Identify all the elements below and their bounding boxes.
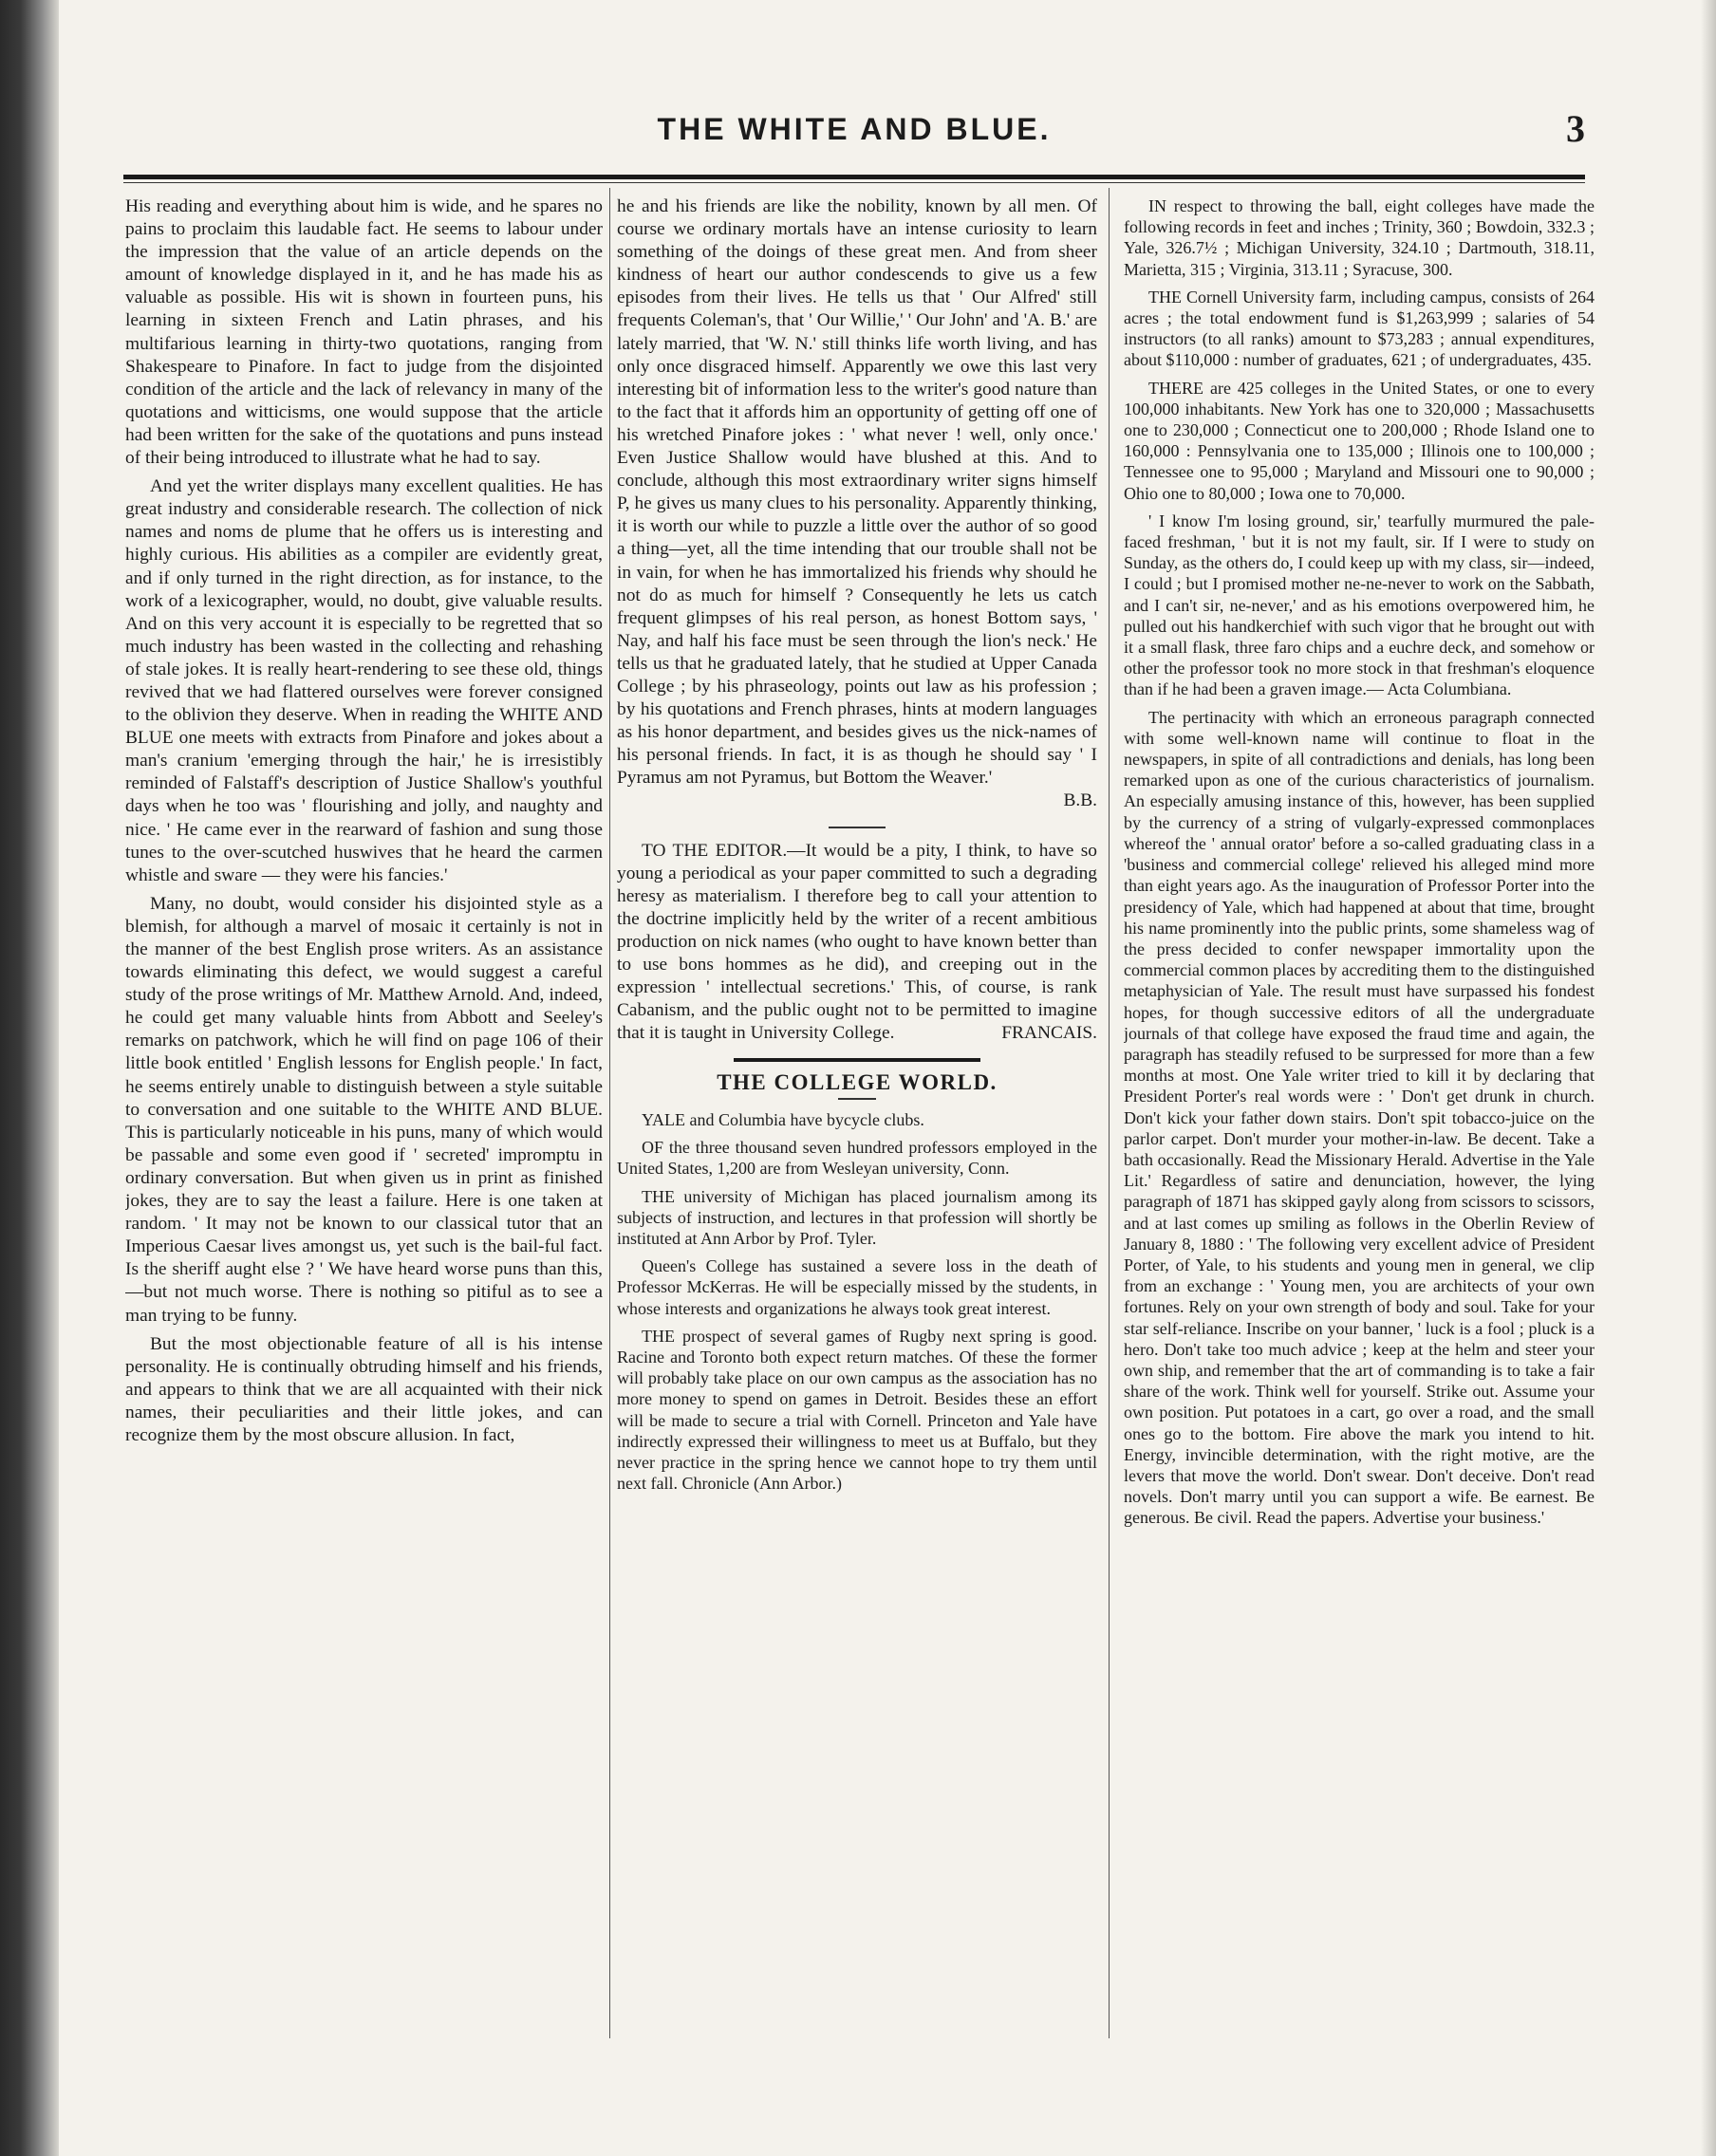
letter-opening: TO THE EDITOR. — [642, 840, 788, 861]
news-item: THE prospect of several games of Rugby next spring is good. Racine and Toronto both expect return matches. Of these the former will probably take place on our own campus as the association has no more money to spend on games in Detroit. Besides these an effort will be made to secure a trial with Cornell. Princeton and Yale have indirectly expressed their willingness to meet us at Buffalo, but they never practice in the spring hence we cannot hope to try them until next fall. Chronicle (Ann Arbor.) — [617, 1326, 1097, 1494]
column-1 — [125, 195, 603, 2027]
header-rule-thin — [123, 182, 1585, 183]
column-divider-2 — [1109, 188, 1110, 2038]
letter-body: —It would be a pity, I think, to have so young a periodical as your paper committed to such a degrading heresy as materialism. I therefore beg to call your attention to the doctrine implicitly held by the writer of a recent ambitious production on nick names (who ought to have known better than to use bons hommes as he did), and creeping out in the expression ' intellectual secretions.' This, of course, is rank Cabanism, and the public ought not to be permitted to imagine that it is taught in University College. — [617, 840, 1097, 1044]
paragraph: But the most objectionable feature of all is his intense personality. He is continually obtruding himself and his friends, and appears to think that we are all acquainted with their nick names, their peculiarities and their little jokes, and can recognize them by the most obscure allusion. In fact, — [125, 1333, 603, 1445]
header-rule-thick — [123, 175, 1585, 179]
scan-binding-edge — [0, 0, 59, 2156]
news-item: THERE are 425 colleges in the United States, or one to every 100,000 inhabitants. New York has one to 320,000 ; Massachusetts one to 230,000 ; Connecticut one to 200,000 ; Rhode Island one to 160,000 : Pennsylvania one to 135,000 ; Illinois one to 100,000 ; Tennessee one to 95,000 ; Maryland and Missouri one to 90,000 ; Ohio one to 80,000 ; Iowa one to 70,000. — [1124, 378, 1595, 503]
column-divider-1 — [609, 188, 610, 2038]
paragraph: he and his friends are like the nobility, known by all men. Of course we ordinary mortals have an intense curiosity to learn something of the doings of these great men. And from sheer kindness of heart our author condescends to give us a few episodes from their lives. He tells us that ' Our Alfred' still frequents Coleman's, that ' Our Willie,' ' Our John' and 'A. B.' are lately married, that 'W. N.' still thinks life worth living, and has only once disgraced himself. Apparently we owe this last very interesting bit of information less to the writer's good nature than to the fact that it affords him an opportunity of getting off one of his wretched Pinafore jokes : ' what never ! well, only once.' Even Justice Shallow would have blushed at this. And to conclude, although this most extraordinary writer signs himself P, he gives us many clues to his personality. Apparently thinking, it is worth our while to puzzle a little over the author of so good a thing—yet, all the time intending that our trouble shall not be in vain, for when he has immortalized his friends why should he not do as much for himself ? Consequently he lets us catch frequent glimpses of his real person, as honest Bottom says, ' Nay, and half his face must be seen through the lion's neck.' He tells us that he graduated lately, that he studied at Upper Canada College ; by his phraseology, points out law as his profession ; by his quotations and French phrases, hints at modern languages as his honor department, and besides gives us the nick-names of his personal friends. In fact, it is as though he should say ' I Pyramus am not Pyramus, but Bottom the Weaver.' — [617, 196, 1097, 789]
page-number: 3 — [1566, 107, 1585, 150]
page-header — [123, 107, 1585, 159]
news-item: Queen's College has sustained a severe loss in the death of Professor McKerras. He will be especially missed by the students, in whose interests and organizations he always took great interest. — [617, 1256, 1097, 1318]
paragraph: And yet the writer displays many excellent qualities. He has great industry and considerable research. The collection of nick names and noms de plume that he offers us is interesting and highly curious. His abilities as a compiler are evidently great, and if only turned in the right direction, as for instance, to the work of a lexicographer, would, no doubt, give valuable results. And on this very account it is especially to be regretted that so much industry has been wasted in the collecting and rehashing of stale jokes. It is really heart-rendering to see these old, things revived that we had flattered ourselves were forever consigned to the oblivion they deserve. When in reading the WHITE AND BLUE one meets with extracts from Pinafore and jokes about a man's cranium 'emerging through the hair,' he is irresistibly reminded of Falstaff's description of Justice Shallow's youthful days when he too was ' flourishing and jolly, and naughty and nice. ' He came ever in the rearward of fashion and sung those tunes to the over-scutched huswives that he heard the carmen whistle and sware — they were his fancies.' — [125, 476, 603, 885]
title-underline — [838, 1098, 876, 1100]
masthead-title: THE WHITE AND BLUE. — [657, 112, 1052, 146]
section-rule — [734, 1058, 980, 1062]
signature-bb: B.B. — [1063, 790, 1097, 811]
news-item: THE university of Michigan has placed journalism among its subjects of instruction, and lectures in that profession will shortly be instituted at Ann Arbor by Prof. Tyler. — [617, 1186, 1097, 1248]
column-2 — [617, 195, 1097, 2027]
section-title: THE COLLEGE WORLD. — [717, 1070, 998, 1095]
paragraph: Many, no doubt, would consider his disjointed style as a blemish, for although a marvel of mosaic it certainly is not in the manner of the best English prose writers. As an assistance towards eliminating this defect, we would suggest a careful study of the prose writings of Mr. Matthew Arnold. And, indeed, he could get many valuable hints from Abbott and Seeley's remarks on patchwork, which he will find on page 106 of their little book entitled ' English lessons for English people.' In fact, he seems entirely unable to distinguish between a style suitable to conversation and one suitable to the WHITE AND BLUE. This is particularly noticeable in his puns, many of which would be passable and some even good if ' secreted' impromptu in ordinary conversation. But when given us in print as finished jokes, they are to say the least a failure. Here is one taken at random. ' It may not be known to our classical tutor that an Imperious Caesar lives amongst us, yet such is the bail-ful fact. Is the sheriff aught else ? ' We have heard worse puns than this,—but not much worse. There is nothing so pitiful as to see a man trying to be funny. — [125, 893, 603, 1326]
letter-to-editor — [617, 840, 1097, 1046]
paragraph: His reading and everything about him is wide, and he spares no pains to proclaim this laudable fact. He seems to labour under the impression that the value of an article depends on the amount of knowledge displayed in it, and he has made his as valuable as possible. His wit is shown in fourteen puns, his learning in sixteen French and Latin phrases, and his multifarious learning in thirty-two quotations, ranging from Shakespeare to Pinafore. In fact to judge from the disjointed condition of the article and the lack of relevancy in many of the quotations and witticisms, one would suppose that the article had been written for the sake of the quotations and puns instead of their being introduced to illustrate what he had to say. — [125, 196, 603, 469]
news-item: YALE and Columbia have bycycle clubs. — [642, 1109, 924, 1129]
scan-page-edge — [1701, 0, 1716, 2156]
news-list — [617, 1109, 1097, 1494]
news-item: OF the three thousand seven hundred professors employed in the United States, 1,200 are from Wesleyan university, Conn. — [617, 1138, 1097, 1179]
signature-francais: FRANCAIS. — [1001, 1023, 1097, 1044]
news-item: The pertinacity with which an erroneous paragraph connected with some well-known name will continue to float in the newspapers, in spite of all contradictions and denials, has long been remarked upon as one of the curious characteristics of journalism. An especially amusing instance of this, however, has been supplied by the currency of a string of vulgarly-expressed commonplaces whereof the ' annual orator' before a so-called graduating class in a 'business and commercial college' relieved his alleged mind more than eight years ago. As the inauguration of Professor Porter into the presidency of Yale, which had happened at about that time, brought his name prominently into the public prints, some shameless wag of the press decided to confer newspaper immortality upon the commercial common places by accrediting them to the distinguished metaphysician of Yale. The result must have surpassed his fondest hopes, for though successive editors of all the undergraduate journals of that college have exposed the fraud time and again, the paragraph has steadily refused to be surpressed for more than a few months at most. One Yale writer tried to kill it by declaring that President Porter's real words were : ' Don't get drunk in church. Don't kick your father down stairs. Don't spit tobacco-juice on the parlor carpet. Don't murder your mother-in-law. Be decent. Take a bath occasionally. Read the Missionary Herald. Advertise in the Yale Lit.' Regardless of satire and denunciation, however, the lying paragraph of 1871 has skipped gayly along from scissors to scissors, and at last comes up smiling as follows in the Oberlin Review of January 8, 1880 : ' The following very excellent advice of President Porter, of Yale, to his students and young men in general, we clip from an exchange : ' Young men, you are architects of your own fortunes. Rely on your own strength of body and soul. Take for your star self-reliance. Inscribe on your banner, ' luck is a fool ; pluck is a hero. Don't take too much advice ; keep at the helm and steer your own ship, and remember that the art of commanding is to take a fair share of the work. Think well for yourself. Strike out. Assume your own position. Put potatoes in a cart, go over a road, and the small ones go to the bottom. Fire above the mark you intend to hit. Energy, invincible determination, with the right motive, are the levers that move the world. Don't swear. Don't deceive. Don't read novels. Don't marry until you can support a wife. Be earnest. Be generous. Be civil. Read the papers. Advertise your business.' — [1124, 707, 1595, 1528]
column-3 — [1124, 195, 1595, 2027]
news-item: IN respect to throwing the ball, eight colleges have made the following records in feet and inches ; Trinity, 360 ; Bowdoin, 332.3 ; Yale, 326.7½ ; Michigan University, 324.10 ; Dartmouth, 318.11, Marietta, 315 ; Virginia, 313.11 ; Syracuse, 300. — [1124, 196, 1595, 279]
section-divider — [829, 827, 886, 828]
news-item: THE Cornell University farm, including campus, consists of 264 acres ; the total endowment fund is $1,263,999 ; salaries of 54 instructors (to all ranks) amount to $73,283 ; annual expenditures, about $110,000 : number of graduates, 621 ; of undergraduates, 435. — [1124, 287, 1595, 370]
news-item: ' I know I'm losing ground, sir,' tearfully murmured the pale-faced freshman, ' but it is not my fault, sir. If I were to study on Sunday, as the others do, I could keep up with my class, sir—indeed, I could ; but I promised mother ne-ne-never to work on the Sabbath, and I can't sir, ne-never,' and as his emotions overpowered him, he pulled out his handkerchief with such vigor that he brought out with it a small flask, three faro chips and a euchre deck, and somehow or other the professor took no more stock in that freshman's eloquence than if he had been a graven image.— Acta Columbiana. — [1124, 511, 1595, 699]
